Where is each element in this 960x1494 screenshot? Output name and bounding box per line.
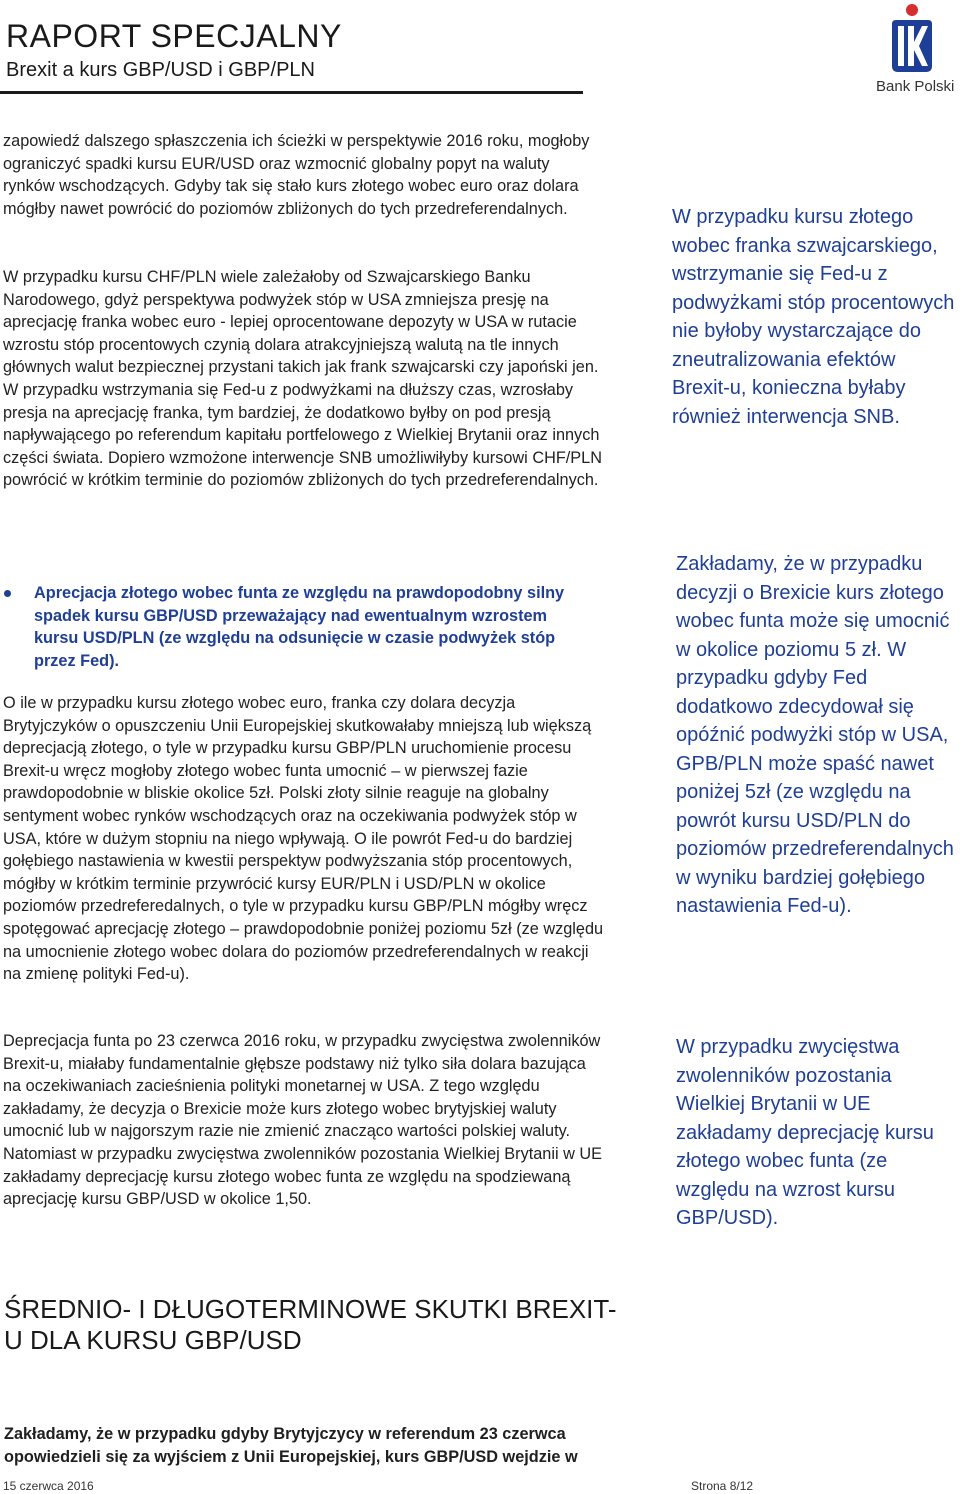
sidebar-note-3: W przypadku zwycięstwa zwolenników pozostania Wielkiej Brytanii w UE zakładamy deprecjację kursu złotego wobec funta (ze względu na wzrost kursu GBP/USD). <box>676 1036 934 1229</box>
sidebar-note-1: W przypadku kursu złotego wobec franka szwajcarskiego, wstrzymanie się Fed-u z podwyżkami stóp procentowych nie byłoby wystarczające do zneutralizowania efektów Brexit-u, konieczna byłaby również interwencja SNB. <box>672 206 955 428</box>
bank-name: Bank Polski <box>876 78 955 95</box>
section-lead: Zakładamy, że w przypadku gdyby Brytyjczycy w referendum 23 czerwca opowiedzieli się za wyjściem z Unii Europejskiej, kurs GBP/USD wejdzie w <box>4 1425 578 1466</box>
paragraph-1 <box>3 130 605 220</box>
paragraph-3-text: O ile w przypadku kursu złotego wobec euro, franka czy dolara decyzja Brytyjczyków o opuszczeniu Unii Europejskiej skutkowałaby mniejszą lub większą deprecjacją złotego, o tyle w przypadku kursu GBP/PLN uruchomienie procesu Brexit-u wręcz mogłoby złotego wobec funta umocnić – w pierwszej fazie prawdopodobnie w bliskie okolice 5zł. Polski złoty silnie reaguje na globalny sentyment wobec rynków wschodzących oraz na oczekiwania podwyżek stóp w USA, które w dużym stopniu na niego wpływają. O ile powrót Fed-u do bardziej gołębiego nastawienia w kwestii perspektyw podwyższania stóp procentowych, mógłby w krótkim terminie przywrócić kursy EUR/PLN i USD/PLN w okolice poziomów przedreferedalnych, o tyle w przypadku kursu GBP/PLN mógłby wręcz spotęgować aprecjację złotego – prawdopodobnie poniżej poziomu 5zł (ze względu na umocnienie złotego wobec dolara do poziomów przedreferendalnych w reakcji na zmienę polityki Fed-u). <box>3 694 604 984</box>
sidebar-note-2: Zakładamy, że w przypadku decyzji o Brexicie kurs złotego wobec funta może się umocnić w okolice poziomu 5 zł. W przypadku gdyby Fed dodatkowo zdecydował się opóźnić podwyżki stóp w USA, GPB/PLN może spaść nawet poniżej 5zł (ze względu na powrót kursu USD/PLN do poziomów przedreferendalnych w wyniku bardziej gołębiego nastawienia Fed-u). <box>676 553 954 917</box>
paragraph-4 <box>3 1030 605 1211</box>
report-title: RAPORT SPECJALNY <box>6 18 342 54</box>
paragraph-2-text: W przypadku kursu CHF/PLN wiele zależałoby od Szwajcarskiego Banku Narodowego, gdyż perspektywa podwyżek stóp w USA zmniejsza presję na aprecjację franka wobec euro - lepiej oprocentowane depozyty w USA w rutacie wzrostu stóp procentowych czynią dolara atrakcyjniejszą walutą na tle innych głównych walut bezpiecznej przystani takich jak frank szwajcarski czy japoński jen. W przypadku wstrzymania się Fed-u z podwyżkami na dłuższy czas, wzrosłaby presja na aprecjację franka, tym bardziej, że dodatkowo byłby on pod presją napływającego po referendum kapitału portfelowego z Wielkiej Brytanii oraz innych części świata. Dopiero wzmożone interwencje SNB umożliwiłyby kursowi CHF/PLN powrócić w krótkim terminie do poziomów zbliżonych do tych przedreferendalnych. <box>3 268 602 490</box>
bullet-item <box>34 582 594 672</box>
pko-logo-icon <box>884 2 940 74</box>
header-rule <box>0 91 583 94</box>
bullet-dot-icon <box>4 590 11 597</box>
bullet-text: Aprecjacja złotego wobec funta ze względu na prawdopodobny silny spadek kursu GBP/USD przeważający nad ewentualnym wzrostem kursu USD/PLN (ze względu na odsunięcie w czasie podwyżek stóp przez Fed). <box>34 584 565 670</box>
footer-date: 15 czerwca 2016 <box>3 1479 94 1493</box>
paragraph-3 <box>3 692 605 986</box>
paragraph-1-text: zapowiedź dalszego spłaszczenia ich ścieżki w perspektywie 2016 roku, mogłoby ograniczyć spadki kursu EUR/USD oraz wzmocnić globalny popyt na waluty rynków wschodzących. Gdyby tak się stało kurs złotego wobec euro oraz dolara mógłby nawet powrócić do poziomów zbliżonych do tych przedreferendalnych. <box>3 132 590 218</box>
section-heading: ŚREDNIO- I DŁUGOTERMINOWE SKUTKI BREXIT-U DLA KURSU GBP/USD <box>4 1294 617 1355</box>
paragraph-4-text: Deprecjacja funta po 23 czerwca 2016 roku, w przypadku zwycięstwa zwolenników Brexit-u, miałaby fundamentalnie głębsze podstawy niż tylko siła dolara bazująca na oczekiwaniach zacieśnienia polityki monetarnej w USA. Z tego względu zakładamy, że decyzja o Brexicie może kurs złotego wobec brytyjskiej waluty umocnić lub w najgorszym razie nie zmienić znacząco wartości polskiej waluty. Natomiast w przypadku zwycięstwa zwolenników pozostania Wielkiej Brytanii w UE zakładamy deprecjację kursu złotego wobec funta ze względu na spodziewaną aprecjację kursu GBP/USD w okolice 1,50. <box>3 1032 603 1209</box>
report-subtitle: Brexit a kurs GBP/USD i GBP/PLN <box>6 59 315 81</box>
paragraph-2 <box>3 266 605 492</box>
footer-page-number: Strona 8/12 <box>691 1479 754 1493</box>
